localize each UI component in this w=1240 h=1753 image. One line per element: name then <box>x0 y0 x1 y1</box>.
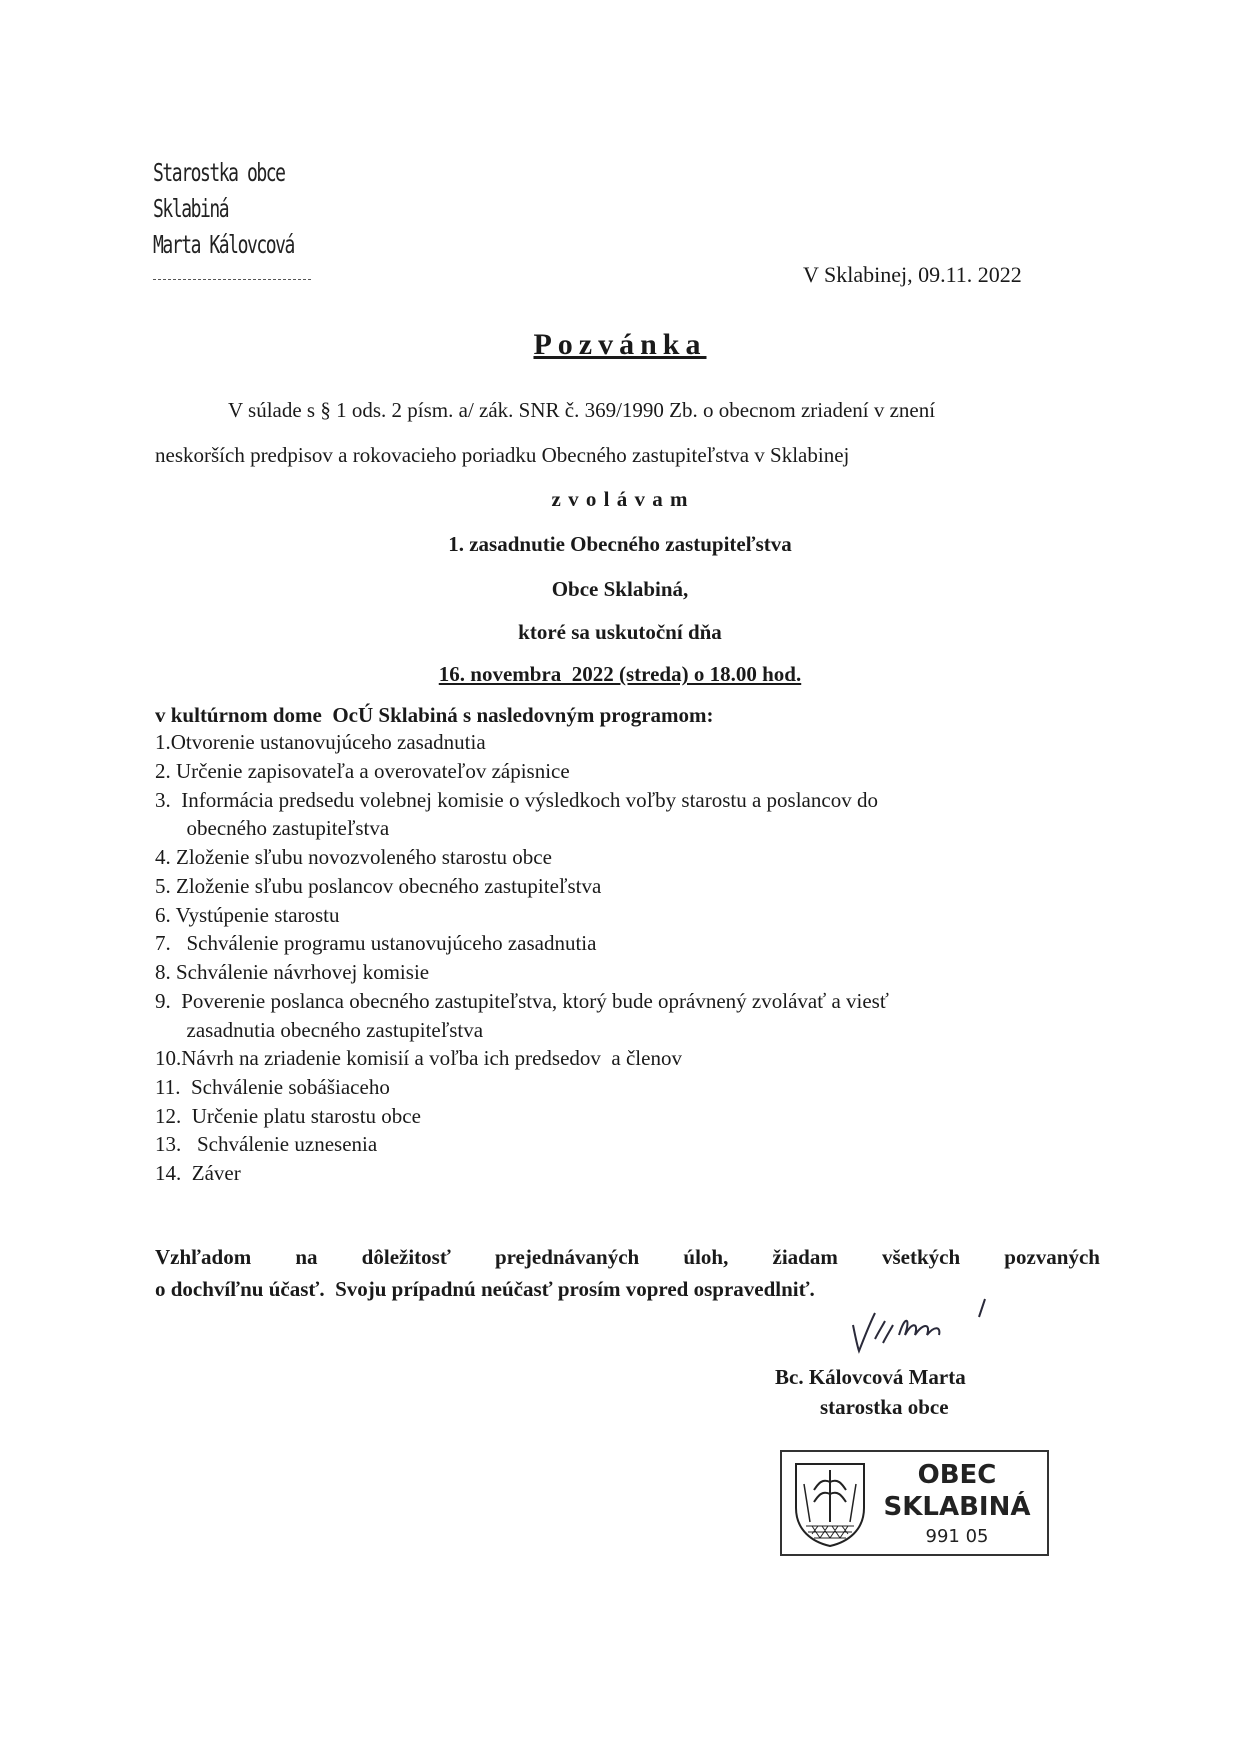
sender-divider <box>153 279 311 280</box>
program-item: 10.Návrh na zriadenie komisií a voľba ich predsedov a členov <box>155 1046 682 1070</box>
program-item: 7. Schválenie programu ustanovujúceho zasadnutia <box>155 931 597 955</box>
handwritten-signature <box>845 1295 1005 1357</box>
program-item: 3. Informácia predsedu volebnej komisie o výsledkoch voľby starostu a poslancov do <box>155 788 878 812</box>
program-item: 11. Schválenie sobášiaceho <box>155 1075 390 1099</box>
meeting-line-1: 1. zasadnutie Obecného zastupiteľstva <box>448 532 792 556</box>
program-item: 4. Zloženie sľubu novozvoleného starostu obce <box>155 845 552 869</box>
official-stamp <box>780 1450 1049 1556</box>
stamp-line-2: SKLABINÁ <box>883 1492 1031 1522</box>
closing-line-1: Vzhľadom na dôležitosť prejednávaných úloh, žiadam všetkých pozvaných <box>155 1245 1100 1269</box>
location-line: v kultúrnom dome OcÚ Sklabiná s nasledovným programom: <box>155 703 714 727</box>
meeting-line-3: ktoré sa uskutoční dňa <box>518 620 722 644</box>
signatory-role: starostka obce <box>820 1395 949 1419</box>
document-title: Pozvánka <box>533 328 707 361</box>
closing-line-2: o dochvíľnu účasť. Svoju prípadnú neúčasť prosím vopred ospravedlniť. <box>155 1277 815 1301</box>
intro-line-2: neskorších predpisov a rokovacieho poriadku Obecného zastupiteľstva v Sklabinej <box>155 443 850 467</box>
program-item: 8. Schválenie návrhovej komisie <box>155 960 430 984</box>
sender-title: Starostka obce <box>153 158 285 187</box>
meeting-datetime: 16. novembra 2022 (streda) o 18.00 hod. <box>438 662 802 686</box>
convene-word: z v o l á v a m <box>551 487 689 511</box>
program-item: 14. Záver <box>155 1161 241 1185</box>
program-item: 13. Schválenie uznesenia <box>155 1132 378 1156</box>
program-item: 9. Poverenie poslanca obecného zastupiteľstva, ktorý bude oprávnený zvolávať a viesť <box>155 989 889 1013</box>
program-item: 12. Určenie platu starostu obce <box>155 1104 421 1128</box>
signatory-name: Bc. Kálovcová Marta <box>775 1365 966 1389</box>
stamp-postal-code: 991 05 <box>925 1526 989 1547</box>
coat-of-arms-icon <box>792 1460 868 1548</box>
program-item: 5. Zloženie sľubu poslancov obecného zastupiteľstva <box>155 874 602 898</box>
sender-name: Marta Kálovcová <box>153 230 294 259</box>
program-item-continuation: obecného zastupiteľstva <box>155 816 390 840</box>
intro-line-1: V súlade s § 1 ods. 2 písm. a/ zák. SNR č. 369/1990 Zb. o obecnom zriadení v znení <box>228 398 936 422</box>
sender-municipality: Sklabiná <box>153 194 229 223</box>
program-item-continuation: zasadnutia obecného zastupiteľstva <box>155 1018 484 1042</box>
program-item: 1.Otvorenie ustanovujúceho zasadnutia <box>155 730 486 754</box>
stamp-line-1: OBEC <box>917 1460 997 1490</box>
program-item: 2. Určenie zapisovateľa a overovateľov zápisnice <box>155 759 570 783</box>
program-item: 6. Vystúpenie starostu <box>155 903 340 927</box>
meeting-line-2: Obce Sklabiná, <box>551 577 689 601</box>
place-date: V Sklabinej, 09.11. 2022 <box>803 262 1022 287</box>
